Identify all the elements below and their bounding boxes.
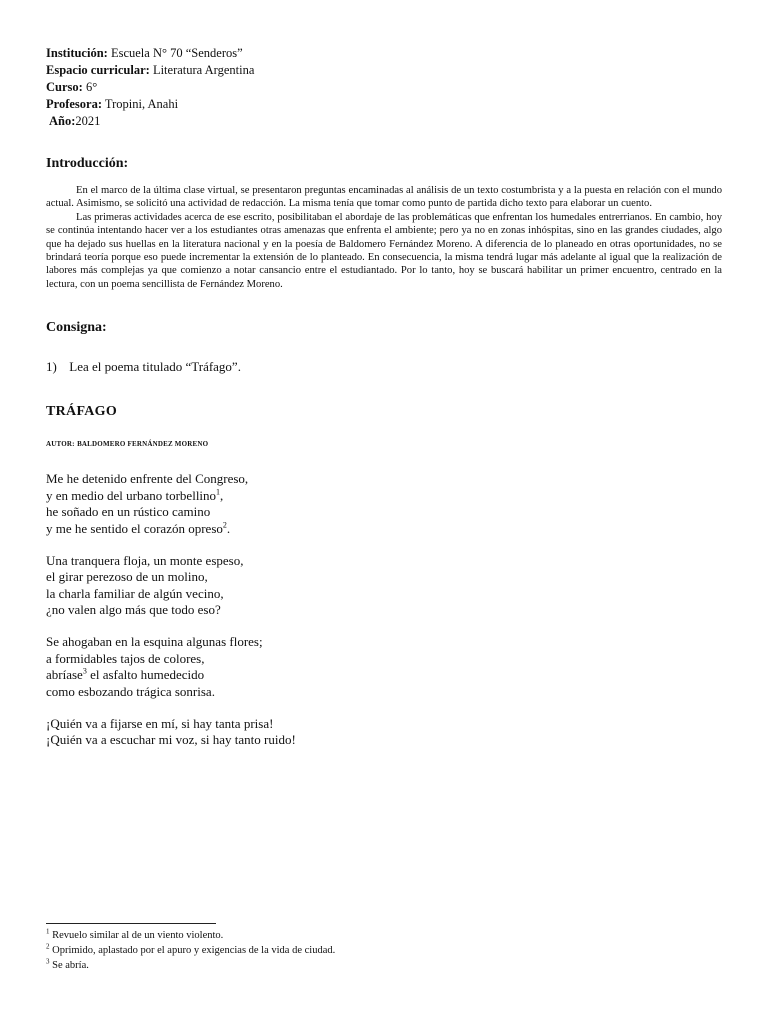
footnote-number: 1 xyxy=(46,927,50,936)
poem-line-end: . xyxy=(226,520,231,536)
footnote-number: 3 xyxy=(46,957,50,966)
footnote-separator xyxy=(46,923,216,924)
header-espacio xyxy=(46,62,254,79)
poem-author xyxy=(46,439,208,449)
poem-line: a formidables tajos de colores, xyxy=(46,650,205,666)
poem-line: he soñado en un rústico camino xyxy=(46,504,211,519)
footnote-number: 2 xyxy=(46,942,50,951)
author-label: AUTOR: xyxy=(46,440,75,448)
curso-value: 6° xyxy=(82,80,98,94)
footnote-1 xyxy=(46,928,335,943)
intro-paragraph-1: En el marco de la última clase virtual, se presentaron preguntas encaminadas al análisis de un texto costumbrista y a la puesta en relación con el mundo actual. Asimismo, se solicitó una actividad de redacción. La misma tenía que tomar como punto de partida dicho texto para elaborar un cuento. xyxy=(46,185,722,210)
curso-label: Curso: xyxy=(46,80,83,94)
poem-line: Se ahogaban en la esquina algunas flores; xyxy=(46,634,263,649)
poem-line: la charla familiar de algún vecino, xyxy=(46,585,224,601)
footnote-ref-3: 3 xyxy=(82,666,87,676)
institucion-value: Escuela N° 70 “Senderos” xyxy=(107,46,243,60)
poem-body xyxy=(46,471,296,749)
poem-line-end: el asfalto humedecido xyxy=(86,667,205,682)
footnote-3 xyxy=(46,958,335,973)
poem-line xyxy=(46,667,296,684)
poem-line: ¡Quién va a escuchar mi voz, si hay tanto ruido! xyxy=(46,732,296,747)
header-curso xyxy=(46,79,254,96)
footnote-ref-2: 2 xyxy=(222,520,227,530)
document-header xyxy=(46,45,254,130)
header-anio xyxy=(46,113,254,130)
poem-line-text: y en medio del urbano torbellino xyxy=(46,487,217,503)
poem-line xyxy=(46,488,296,505)
poem-stanza-3 xyxy=(46,634,296,700)
poem-line: como esbozando trágica sonrisa. xyxy=(46,683,215,699)
header-institucion xyxy=(46,45,254,62)
institucion-label: Institución: xyxy=(46,46,108,60)
consigna-heading: Consigna: xyxy=(46,320,107,335)
anio-label: Año: xyxy=(49,114,76,128)
profesora-value: Tropini, Anahi xyxy=(102,97,179,111)
poem-line-end: , xyxy=(220,487,224,503)
poem-line: ¡Quién va a fijarse en mí, si hay tanta prisa! xyxy=(46,715,274,731)
profesora-label: Profesora: xyxy=(46,97,102,111)
poem-stanza-4 xyxy=(46,716,296,749)
poem-line: Una tranquera floja, un monte espeso, xyxy=(46,552,244,568)
poem-line: ¿no valen algo más que todo eso? xyxy=(46,602,221,617)
anio-value: 2021 xyxy=(75,114,101,128)
poem-line-text: y me he sentido el corazón opreso xyxy=(46,520,223,536)
intro-text xyxy=(46,184,722,291)
poem-stanza-2 xyxy=(46,553,296,619)
consigna-item-number: 1) xyxy=(46,359,57,374)
footnote-text: Se abría. xyxy=(49,960,89,971)
footnote-ref-1: 1 xyxy=(216,487,221,497)
header-profesora xyxy=(46,96,254,113)
footnote-text: Revuelo similar al de un viento violento. xyxy=(49,930,224,941)
footnotes xyxy=(46,928,335,973)
poem-stanza-1 xyxy=(46,471,296,537)
author-name: BALDOMERO FERNÁNDEZ MORENO xyxy=(77,440,209,448)
consigna-item xyxy=(46,359,241,375)
poem-line: Me he detenido enfrente del Congreso, xyxy=(46,471,249,486)
poem-line: el girar perezoso de un molino, xyxy=(46,569,208,584)
intro-paragraph-2: Las primeras actividades acerca de ese escrito, posibilitaban el abordaje de las problemáticas que enfrentan los humedales entrerrianos. En cambio, hoy se continúa intentando hacer ver a los estudiantes otras amenazas que enfrenta el ambiente; pero ya no en zonas inhóspitas, sino en las grandes ciudades, algo que ha dejado sus huellas en la literatura nacional y en la poesía de Baldomero Fernández Moreno. A diferencia de lo planeado en otras oportunidades, no se brindará teoría porque eso puede incrementar la extensión de lo planteado. En consecuencia, la misma tendrá lugar más adelante al igual que la realización de labores más complejas ya que comienzo a notar cansancio entre el estudiantado. Por lo tanto, hoy se buscará habilitar un primer encuentro, centrado en la lectura, con un poema sencillista de Fernández Moreno. xyxy=(46,211,722,290)
poem-line xyxy=(46,521,296,538)
poem-line-text: abríase xyxy=(46,667,83,682)
espacio-label: Espacio curricular: xyxy=(46,63,150,77)
consigna-item-text: Lea el poema titulado “Tráfago”. xyxy=(69,359,241,374)
footnote-text: Oprimido, aplastado por el apuro y exigencias de la vida de ciudad. xyxy=(49,945,336,956)
espacio-value: Literatura Argentina xyxy=(149,63,255,77)
intro-heading: Introducción: xyxy=(46,156,129,171)
poem-title: TRÁFAGO xyxy=(46,404,118,419)
footnote-2 xyxy=(46,943,335,958)
